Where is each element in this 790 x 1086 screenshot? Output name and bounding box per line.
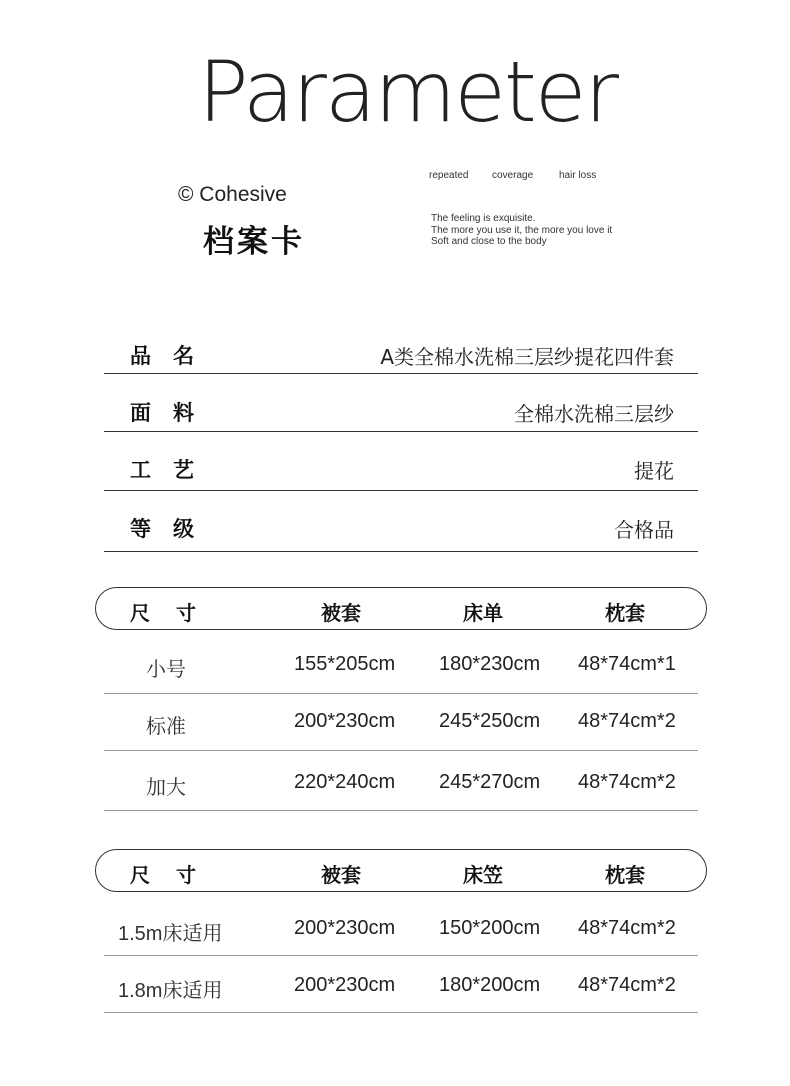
table-cell: 1.8m床适用: [118, 980, 223, 1002]
header-pillowcase: 枕套: [605, 601, 645, 625]
info-label: 面料: [130, 401, 216, 425]
size-table-1-header: [95, 587, 707, 630]
info-label: 等级: [130, 517, 216, 541]
info-table: [104, 330, 698, 552]
table-cell: 48*74cm*2: [578, 771, 676, 793]
table-row: [104, 956, 698, 1013]
table-cell: 1.5m床适用: [118, 923, 223, 945]
table-row: [104, 694, 698, 751]
info-label: 品名: [130, 344, 216, 368]
info-value: 合格品: [614, 518, 674, 542]
header-fitted-sheet: 床笠: [463, 863, 503, 887]
info-label: 工艺: [130, 458, 216, 482]
tag-hair-loss: hair loss: [559, 170, 597, 181]
table-cell: 155*205cm: [294, 653, 396, 675]
description-line: The more you use it, the more you love it: [431, 224, 613, 236]
table-cell: 150*200cm: [439, 917, 541, 939]
table-cell: 48*74cm*2: [578, 974, 676, 996]
table-cell: 小号: [146, 659, 186, 681]
card-title: 档案卡: [203, 224, 305, 260]
info-value: A类全棉水洗棉三层纱提花四件套: [380, 345, 674, 369]
description-line: The feeling is exquisite.: [431, 213, 536, 224]
table-cell: 220*240cm: [294, 771, 396, 793]
table-cell: 245*270cm: [439, 771, 541, 793]
info-value: 提花: [634, 459, 674, 483]
table-cell: 48*74cm*2: [578, 917, 676, 939]
info-row-craft: [104, 432, 698, 491]
description-line: Soft and close to the body: [431, 236, 547, 247]
table-row: [104, 637, 698, 694]
table-cell: 标准: [146, 716, 186, 738]
info-row-name: [104, 330, 698, 374]
tag-repeated: repeated: [429, 170, 469, 181]
table-cell: 180*200cm: [439, 974, 541, 996]
table-cell: 245*250cm: [439, 710, 541, 732]
header-bed-sheet: 床单: [463, 601, 503, 625]
header-duvet-cover: 被套: [321, 863, 361, 887]
size-table-1: [104, 637, 698, 811]
header-size: 尺寸: [130, 601, 222, 625]
size-table-2: [104, 899, 698, 1013]
header-size: 尺寸: [130, 863, 222, 887]
table-cell: 48*74cm*1: [578, 653, 676, 675]
table-cell: 200*230cm: [294, 710, 396, 732]
table-row: [104, 751, 698, 811]
description: [431, 213, 612, 248]
info-row-grade: [104, 491, 698, 552]
table-cell: 加大: [146, 777, 186, 799]
header-duvet-cover: 被套: [321, 601, 361, 625]
tag-coverage: coverage: [492, 170, 534, 181]
size-table-2-header: [95, 849, 707, 892]
info-row-fabric: [104, 374, 698, 432]
table-row: [104, 899, 698, 956]
table-cell: 200*230cm: [294, 974, 396, 996]
page-title: Parameter: [198, 43, 618, 141]
table-cell: 200*230cm: [294, 917, 396, 939]
table-cell: 48*74cm*2: [578, 710, 676, 732]
brand-name: © Cohesive: [178, 183, 287, 206]
info-value: 全棉水洗棉三层纱: [514, 402, 674, 426]
table-cell: 180*230cm: [439, 653, 541, 675]
header-pillowcase: 枕套: [605, 863, 645, 887]
